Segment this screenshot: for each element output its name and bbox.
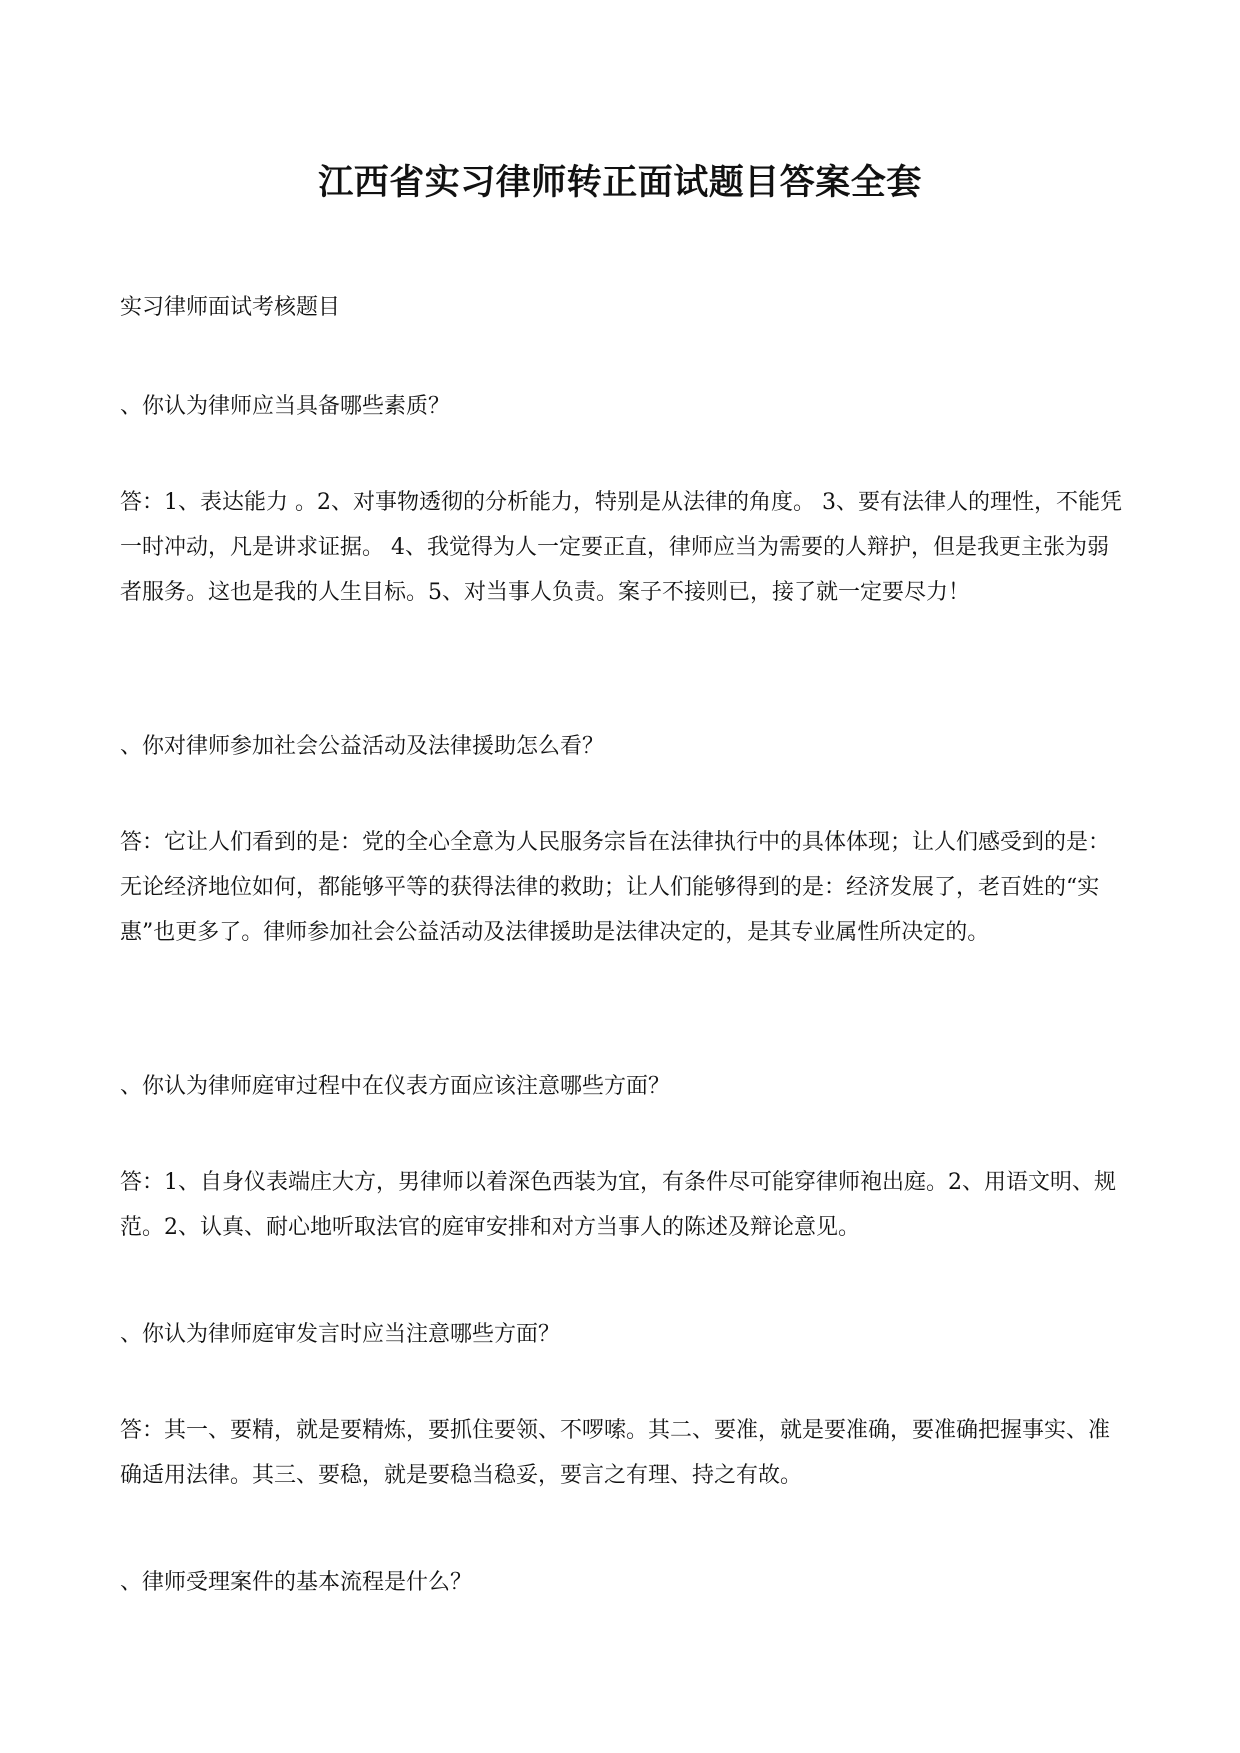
question-5: 、律师受理案件的基本流程是什么？: [120, 1570, 473, 1595]
question-3: 、你认为律师庭审过程中在仪表方面应该注意哪些方面？: [120, 1074, 671, 1099]
answer-4: 答：其一、要精，就是要精炼，要抓住要领、不啰嗦。其二、要准，就是要准确，要准确把握事实、准确适用法律。其三、要稳，就是要稳当稳妥，要言之有理、持之有故。: [120, 1418, 1111, 1488]
section-subtitle: 实习律师面试考核题目: [120, 295, 341, 320]
answer-3: 答：1、自身仪表端庄大方，男律师以着深色西装为宜，有条件尽可能穿律师袍出庭。2、用语文明、规范。2、认真、耐心地听取法官的庭审安排和对方当事人的陈述及辩论意见。: [120, 1170, 1116, 1240]
question-1: 、你认为律师应当具备哪些素质？: [120, 394, 451, 419]
answer-2: 答：它让人们看到的是：党的全心全意为人民服务宗旨在法律执行中的具体体现；让人们感受到的是：无论经济地位如何，都能够平等的获得法律的救助；让人们能够得到的是：经济发展了，老百姓的“实惠”也更多了。律师参加社会公益活动及法律援助是法律决定的，是其专业属性所决定的。: [120, 830, 1111, 945]
question-4: 、你认为律师庭审发言时应当注意哪些方面？: [120, 1322, 561, 1347]
answer-1: 答：1、表达能力 。2、对事物透彻的分析能力，特别是从法律的角度。 3、要有法律人的理性，不能凭一时冲动，凡是讲求证据。 4、我觉得为人一定要正直，律师应当为需要的人辩护，但是我更主张为弱者服务。这也是我的人生目标。5、对当事人负责。案子不接则已，接了就一定要尽力！: [120, 490, 1122, 605]
document-title: 江西省实习律师转正面试题目答案全套: [318, 162, 922, 203]
question-2: 、你对律师参加社会公益活动及法律援助怎么看？: [120, 734, 605, 759]
